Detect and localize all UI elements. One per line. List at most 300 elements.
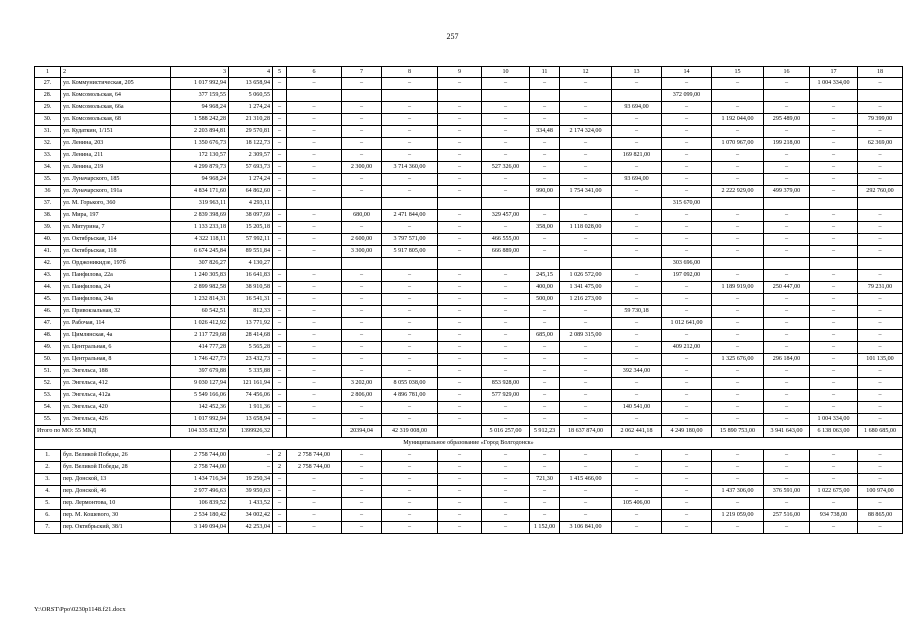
table-cell: 500,00: [530, 294, 560, 306]
table-cell: 94 968,24: [171, 174, 229, 186]
table-cell: –: [273, 102, 287, 114]
table-cell: –: [382, 78, 438, 90]
table-cell: 397 679,88: [171, 366, 229, 378]
table-cell: 49.: [35, 342, 61, 354]
table-cell: –: [482, 498, 530, 510]
table-cell: –: [342, 138, 382, 150]
table-cell: –: [662, 186, 712, 198]
table-cell: –: [530, 390, 560, 402]
table-cell: –: [662, 162, 712, 174]
table-cell: –: [810, 342, 858, 354]
table-cell: [287, 90, 342, 102]
table-cell: –: [342, 474, 382, 486]
table-cell: 1 219 059,00: [712, 510, 764, 522]
table-cell: 38 910,58: [229, 282, 273, 294]
table-cell: 9 030 127,94: [171, 378, 229, 390]
table-cell: –: [342, 510, 382, 522]
table-cell: 29.: [35, 102, 61, 114]
table-cell: –: [858, 330, 903, 342]
table-cell: –: [810, 498, 858, 510]
table-cell: –: [382, 270, 438, 282]
table-cell: –: [287, 138, 342, 150]
table-cell: 2 174 324,00: [560, 126, 612, 138]
page-number: 257: [446, 32, 459, 41]
table-cell: –: [712, 462, 764, 474]
table-cell: –: [560, 378, 612, 390]
table-cell: –: [438, 294, 482, 306]
table-cell: 79 231,00: [858, 282, 903, 294]
table-cell: –: [273, 378, 287, 390]
table-cell: –: [273, 474, 287, 486]
table-cell: –: [810, 318, 858, 330]
table-cell: –: [712, 414, 764, 426]
table-cell: 88 865,00: [858, 510, 903, 522]
table-cell: ул. Октябрьская, 118: [61, 246, 171, 258]
table-cell: 28.: [35, 90, 61, 102]
table-cell: –: [482, 486, 530, 498]
table-cell: 4 322 118,11: [171, 234, 229, 246]
table-cell: [438, 90, 482, 102]
table-cell: 376 591,00: [764, 486, 810, 498]
table-cell: 93 694,00: [612, 174, 662, 186]
table-cell: –: [530, 462, 560, 474]
table-cell: –: [482, 270, 530, 282]
table-cell: –: [662, 306, 712, 318]
table-cell: 197 092,00: [662, 270, 712, 282]
table-cell: 37.: [35, 198, 61, 210]
table-cell: 466 555,00: [482, 234, 530, 246]
table-cell: –: [287, 282, 342, 294]
table-cell: –: [438, 306, 482, 318]
data-table: [34, 66, 903, 534]
table-cell: –: [382, 102, 438, 114]
table-cell: –: [612, 486, 662, 498]
table-cell: –: [438, 222, 482, 234]
table-cell: –: [438, 474, 482, 486]
table-cell: 5 912,23: [530, 426, 560, 438]
table-cell: –: [612, 510, 662, 522]
table-cell: [560, 198, 612, 210]
table-cell: 1 754 341,00: [560, 186, 612, 198]
table-cell: 2 806,00: [342, 390, 382, 402]
table-cell: –: [273, 270, 287, 282]
table-cell: 59 730,18: [612, 306, 662, 318]
table-cell: –: [712, 366, 764, 378]
table-cell: бул. Великой Победы, 28: [61, 462, 171, 474]
table-cell: 1 133 233,18: [171, 222, 229, 234]
table-cell: пер. Донской, 46: [61, 486, 171, 498]
table-cell: –: [560, 450, 612, 462]
table-cell: –: [560, 114, 612, 126]
table-cell: –: [382, 174, 438, 186]
table-cell: –: [273, 246, 287, 258]
table-cell: –: [287, 510, 342, 522]
table-cell: 2 977 496,63: [171, 486, 229, 498]
table-cell: –: [530, 486, 560, 498]
table-cell: –: [342, 462, 382, 474]
table-cell: –: [482, 282, 530, 294]
table-cell: –: [530, 174, 560, 186]
table-cell: –: [482, 138, 530, 150]
table-row: [35, 138, 903, 150]
table-cell: 57 693,73: [229, 162, 273, 174]
table-cell: –: [438, 210, 482, 222]
table-cell: –: [273, 342, 287, 354]
table-cell: –: [438, 138, 482, 150]
table-cell: –: [482, 462, 530, 474]
table-cell: 853 928,00: [482, 378, 530, 390]
table-cell: 1: [35, 67, 61, 78]
table-row: [35, 282, 903, 294]
table-cell: –: [530, 354, 560, 366]
table-cell: 6: [287, 67, 342, 78]
table-cell: –: [342, 150, 382, 162]
table-cell: –: [382, 126, 438, 138]
table-cell: –: [764, 150, 810, 162]
table-cell: –: [764, 78, 810, 90]
table-cell: 721,30: [530, 474, 560, 486]
table-cell: 169 821,00: [612, 150, 662, 162]
table-cell: 2 471 844,00: [382, 210, 438, 222]
table-cell: –: [662, 462, 712, 474]
table-cell: –: [342, 174, 382, 186]
table-cell: –: [273, 126, 287, 138]
table-cell: 2 300,00: [342, 162, 382, 174]
table-cell: –: [273, 114, 287, 126]
table-cell: –: [612, 186, 662, 198]
table-cell: –: [810, 150, 858, 162]
table-cell: –: [287, 414, 342, 426]
table-cell: –: [810, 186, 858, 198]
table-cell: –: [662, 138, 712, 150]
table-cell: –: [612, 318, 662, 330]
table-cell: –: [287, 126, 342, 138]
table-cell: –: [764, 462, 810, 474]
table-cell: –: [560, 498, 612, 510]
table-cell: –: [287, 330, 342, 342]
table-cell: –: [612, 474, 662, 486]
table-cell: –: [273, 150, 287, 162]
table-cell: –: [712, 246, 764, 258]
table-cell: –: [764, 378, 810, 390]
table-cell: –: [858, 306, 903, 318]
table-cell: –: [858, 450, 903, 462]
table-cell: ул. Комсомольская, 64: [61, 90, 171, 102]
table-cell: –: [482, 414, 530, 426]
table-row: [35, 342, 903, 354]
table-cell: [858, 198, 903, 210]
table-cell: 295 489,00: [764, 114, 810, 126]
table-cell: –: [662, 174, 712, 186]
table-cell: ул. Панфилова, 24а: [61, 294, 171, 306]
table-cell: –: [482, 306, 530, 318]
table-cell: 245,15: [530, 270, 560, 282]
table-cell: [438, 258, 482, 270]
table-cell: –: [273, 210, 287, 222]
table-cell: –: [273, 486, 287, 498]
table-cell: –: [810, 246, 858, 258]
table-cell: –: [560, 462, 612, 474]
table-cell: –: [764, 294, 810, 306]
table-cell: [530, 258, 560, 270]
table-cell: 1 746 427,73: [171, 354, 229, 366]
table-cell: 2 758 744,00: [287, 450, 342, 462]
table-cell: –: [287, 366, 342, 378]
section-title: Муниципальное образование «Город Волгодонск»: [35, 438, 903, 450]
table-row: [35, 522, 903, 534]
table-cell: –: [858, 402, 903, 414]
table-cell: 2 758 744,00: [287, 462, 342, 474]
table-cell: –: [712, 294, 764, 306]
table-cell: –: [438, 342, 482, 354]
table-cell: –: [810, 402, 858, 414]
table-cell: 3 941 643,00: [764, 426, 810, 438]
table-cell: 94 968,24: [171, 102, 229, 114]
table-cell: –: [287, 150, 342, 162]
table-cell: –: [438, 114, 482, 126]
table-cell: –: [712, 102, 764, 114]
table-cell: –: [482, 294, 530, 306]
table-cell: 1 026 412,92: [171, 318, 229, 330]
table-cell: 35.: [35, 174, 61, 186]
table-cell: бул. Великой Победы, 26: [61, 450, 171, 462]
table-cell: –: [858, 222, 903, 234]
table-cell: 104 335 832,50: [171, 426, 229, 438]
table-cell: –: [438, 402, 482, 414]
table-cell: 13 658,94: [229, 414, 273, 426]
table-cell: –: [273, 162, 287, 174]
table-cell: –: [662, 126, 712, 138]
table-cell: –: [858, 366, 903, 378]
table-cell: [810, 258, 858, 270]
table-cell: 1 192 044,00: [712, 114, 764, 126]
table-cell: –: [287, 162, 342, 174]
table-cell: [438, 198, 482, 210]
table-row: [35, 90, 903, 102]
table-row: [35, 474, 903, 486]
table-cell: –: [438, 390, 482, 402]
table-cell: –: [287, 294, 342, 306]
table-row: [35, 462, 903, 474]
table-cell: –: [560, 162, 612, 174]
table-cell: 121 161,94: [229, 378, 273, 390]
table-cell: –: [530, 450, 560, 462]
table-row: [35, 378, 903, 390]
table-cell: 319 963,11: [171, 198, 229, 210]
table-cell: –: [438, 126, 482, 138]
table-cell: –: [382, 510, 438, 522]
table-cell: –: [482, 354, 530, 366]
table-cell: –: [530, 138, 560, 150]
table-cell: –: [382, 366, 438, 378]
table-cell: –: [382, 306, 438, 318]
table-cell: –: [764, 318, 810, 330]
table-cell: –: [342, 282, 382, 294]
table-cell: –: [342, 366, 382, 378]
table-cell: 3 300,00: [342, 246, 382, 258]
table-cell: 1399926,32: [229, 426, 273, 438]
table-cell: –: [810, 282, 858, 294]
table-cell: –: [530, 114, 560, 126]
table-cell: –: [273, 366, 287, 378]
table-cell: 42 253,04: [229, 522, 273, 534]
table-cell: 28 414,68: [229, 330, 273, 342]
table-cell: 48.: [35, 330, 61, 342]
table-cell: –: [560, 354, 612, 366]
table-cell: –: [482, 474, 530, 486]
table-row: [35, 198, 903, 210]
table-cell: –: [482, 114, 530, 126]
table-cell: –: [612, 294, 662, 306]
table-cell: 33.: [35, 150, 61, 162]
table-cell: 18 122,73: [229, 138, 273, 150]
table-cell: [438, 426, 482, 438]
table-cell: –: [810, 138, 858, 150]
table-cell: [764, 198, 810, 210]
table-cell: –: [712, 342, 764, 354]
table-cell: –: [662, 378, 712, 390]
table-cell: –: [342, 222, 382, 234]
table-cell: ул. Мира, 197: [61, 210, 171, 222]
table-cell: ул. Орджоникидзе, 197б: [61, 258, 171, 270]
table-cell: [612, 258, 662, 270]
table-cell: 1 341 475,00: [560, 282, 612, 294]
table-row: [35, 222, 903, 234]
table-cell: –: [810, 366, 858, 378]
table-cell: –: [287, 186, 342, 198]
table-cell: 47.: [35, 318, 61, 330]
table-cell: –: [342, 486, 382, 498]
table-cell: 1 012 641,00: [662, 318, 712, 330]
table-cell: –: [530, 366, 560, 378]
table-cell: –: [438, 486, 482, 498]
table-cell: –: [342, 414, 382, 426]
table-cell: –: [438, 270, 482, 282]
table-cell: ул. Кудаткин, 1/151: [61, 126, 171, 138]
table-cell: 30.: [35, 114, 61, 126]
table-cell: ул. Панфилова, 22а: [61, 270, 171, 282]
table-row: [35, 486, 903, 498]
table-cell: –: [858, 294, 903, 306]
table-cell: –: [382, 282, 438, 294]
table-cell: –: [530, 414, 560, 426]
table-cell: –: [612, 378, 662, 390]
table-cell: ул. Луначарского, 191а: [61, 186, 171, 198]
table-cell: –: [482, 150, 530, 162]
table-cell: 42 319 008,00: [382, 426, 438, 438]
table-cell: 1 240 305,83: [171, 270, 229, 282]
table-cell: –: [273, 330, 287, 342]
table-cell: [482, 198, 530, 210]
table-cell: –: [560, 486, 612, 498]
table-cell: –: [273, 414, 287, 426]
table-cell: 3 714 360,00: [382, 162, 438, 174]
table-cell: –: [482, 126, 530, 138]
table-cell: –: [560, 150, 612, 162]
table-cell: –: [810, 210, 858, 222]
table-cell: 18: [858, 67, 903, 78]
table-cell: –: [858, 414, 903, 426]
table-cell: 2 758 744,00: [171, 462, 229, 474]
table-cell: –: [530, 210, 560, 222]
table-cell: [810, 198, 858, 210]
table-cell: –: [560, 210, 612, 222]
table-cell: –: [712, 498, 764, 510]
table-cell: –: [810, 462, 858, 474]
table-cell: ул. Энгельса, 188: [61, 366, 171, 378]
table-cell: 13 658,94: [229, 78, 273, 90]
table-cell: –: [382, 498, 438, 510]
table-cell: 5: [273, 67, 287, 78]
table-cell: 1 433,52: [229, 498, 273, 510]
table-cell: 329 457,00: [482, 210, 530, 222]
table-cell: –: [810, 294, 858, 306]
table-cell: –: [560, 366, 612, 378]
table-row: [35, 186, 903, 198]
table-cell: –: [712, 474, 764, 486]
table-cell: –: [342, 294, 382, 306]
table-cell: 4 299 879,73: [171, 162, 229, 174]
table-cell: 5 335,88: [229, 366, 273, 378]
table-cell: –: [712, 318, 764, 330]
table-cell: 296 184,00: [764, 354, 810, 366]
table-cell: –: [712, 126, 764, 138]
table-cell: 16 641,83: [229, 270, 273, 282]
table-cell: –: [858, 474, 903, 486]
table-cell: –: [712, 450, 764, 462]
table-cell: [287, 426, 342, 438]
table-cell: 1 070 967,00: [712, 138, 764, 150]
table-cell: 990,00: [530, 186, 560, 198]
table-cell: 45.: [35, 294, 61, 306]
table-cell: –: [612, 462, 662, 474]
table-cell: –: [342, 522, 382, 534]
table-row: [35, 366, 903, 378]
table-cell: –: [764, 450, 810, 462]
table-cell: –: [273, 354, 287, 366]
table-cell: 292 760,00: [858, 186, 903, 198]
table-cell: –: [662, 402, 712, 414]
table-cell: –: [342, 114, 382, 126]
table-cell: –: [229, 462, 273, 474]
table-cell: пер. Донской, 13: [61, 474, 171, 486]
table-cell: –: [287, 486, 342, 498]
table-cell: –: [712, 222, 764, 234]
table-cell: 36: [35, 186, 61, 198]
table-cell: –: [560, 390, 612, 402]
table-cell: [612, 198, 662, 210]
table-cell: –: [662, 450, 712, 462]
table-cell: 257 516,00: [764, 510, 810, 522]
table-cell: 16: [764, 67, 810, 78]
table-cell: 2 534 180,42: [171, 510, 229, 522]
table-cell: 409 212,00: [662, 342, 712, 354]
table-cell: 1 274,24: [229, 174, 273, 186]
table-cell: 43.: [35, 270, 61, 282]
table-cell: –: [612, 414, 662, 426]
table-cell: 15 890 753,00: [712, 426, 764, 438]
table-cell: –: [612, 126, 662, 138]
table-cell: –: [438, 318, 482, 330]
table-cell: 199 218,00: [764, 138, 810, 150]
table-cell: 7.: [35, 522, 61, 534]
table-cell: –: [858, 270, 903, 282]
table-cell: –: [530, 78, 560, 90]
table-cell: –: [273, 522, 287, 534]
table-cell: 2: [273, 462, 287, 474]
table-cell: –: [810, 390, 858, 402]
table-cell: 1 022 675,00: [810, 486, 858, 498]
